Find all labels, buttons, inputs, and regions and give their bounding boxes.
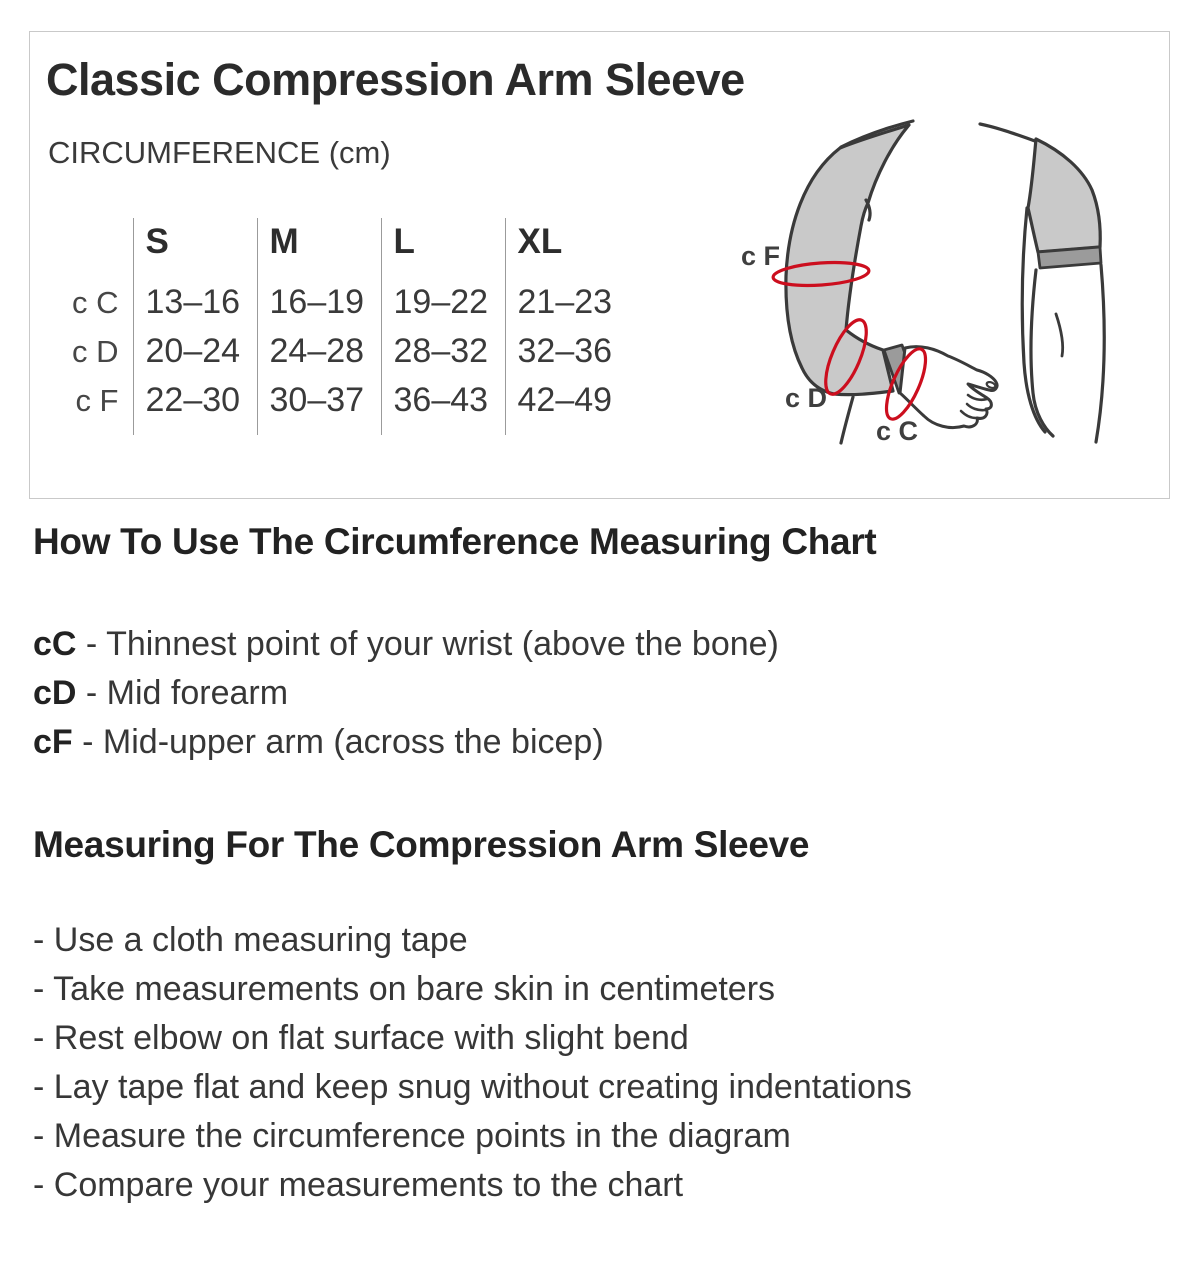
arm-measurement-diagram bbox=[700, 98, 1170, 498]
right-arm-outer-line bbox=[1096, 265, 1104, 442]
definition-cc-text: - Thinnest point of your wrist (above the bone) bbox=[76, 625, 779, 663]
torso-right-shoulder-line bbox=[980, 124, 1035, 141]
size-column-m: M bbox=[257, 218, 381, 278]
instructions-sections bbox=[33, 499, 1173, 1210]
cell-cf-xl: 42–49 bbox=[505, 376, 629, 435]
cell-cd-m: 24–28 bbox=[257, 327, 381, 376]
definition-cd bbox=[33, 669, 1173, 718]
definition-cf-text: - Mid-upper arm (across the bicep) bbox=[72, 723, 604, 761]
diagram-label-cf: c F bbox=[741, 241, 781, 271]
right-shoulder-sleeve bbox=[1028, 139, 1100, 252]
measuring-heading: Measuring For The Compression Arm Sleeve bbox=[33, 824, 810, 865]
instruction-item: - Measure the circumference points in the diagram bbox=[33, 1117, 791, 1155]
size-table-header-row bbox=[48, 218, 629, 278]
size-column-s: S bbox=[133, 218, 257, 278]
cell-cc-m: 16–19 bbox=[257, 278, 381, 327]
how-to-heading: How To Use The Circumference Measuring Chart bbox=[33, 521, 877, 562]
cell-cc-xl: 21–23 bbox=[505, 278, 629, 327]
cell-cd-s: 20–24 bbox=[133, 327, 257, 376]
size-table bbox=[48, 218, 629, 435]
row-label-cd: c D bbox=[72, 334, 119, 369]
row-label-cc: c C bbox=[72, 285, 119, 320]
table-row-cc bbox=[48, 278, 629, 327]
definition-cd-term: cD bbox=[33, 674, 77, 712]
measurement-definitions bbox=[33, 620, 1173, 767]
instruction-item: - Take measurements on bare skin in centimeters bbox=[33, 970, 776, 1008]
sizing-chart-panel bbox=[29, 31, 1170, 499]
instruction-item: - Compare your measurements to the chart bbox=[33, 1166, 684, 1204]
table-row-cf bbox=[48, 376, 629, 435]
instruction-item: - Use a cloth measuring tape bbox=[33, 921, 468, 959]
cell-cf-m: 30–37 bbox=[257, 376, 381, 435]
size-table-corner bbox=[48, 218, 133, 278]
instruction-item: - Lay tape flat and keep snug without creating indentations bbox=[33, 1068, 912, 1106]
diagram-label-cd: c D bbox=[785, 383, 828, 413]
right-elbow-crease bbox=[1056, 314, 1063, 356]
circumference-subtitle: CIRCUMFERENCE (cm) bbox=[48, 135, 391, 170]
table-row-cd bbox=[48, 327, 629, 376]
right-sleeve-band bbox=[1038, 247, 1101, 268]
definition-cf bbox=[33, 718, 1173, 767]
cell-cd-xl: 32–36 bbox=[505, 327, 629, 376]
definition-cd-text: - Mid forearm bbox=[76, 674, 289, 712]
cell-cc-l: 19–22 bbox=[381, 278, 505, 327]
size-column-l: L bbox=[381, 218, 505, 278]
cell-cc-s: 13–16 bbox=[133, 278, 257, 327]
row-label-cf: c F bbox=[75, 383, 119, 418]
measuring-instructions-list bbox=[33, 916, 1173, 1210]
cell-cd-l: 28–32 bbox=[381, 327, 505, 376]
torso-left-side-line bbox=[841, 397, 853, 443]
size-column-xl: XL bbox=[505, 218, 629, 278]
instruction-item: - Rest elbow on flat surface with slight bend bbox=[33, 1019, 689, 1057]
diagram-label-cc: c C bbox=[876, 416, 919, 446]
cell-cf-l: 36–43 bbox=[381, 376, 505, 435]
definition-cc-term: cC bbox=[33, 625, 77, 663]
cell-cf-s: 22–30 bbox=[133, 376, 257, 435]
definition-cf-term: cF bbox=[33, 723, 73, 761]
product-title: Classic Compression Arm Sleeve bbox=[46, 54, 745, 105]
definition-cc bbox=[33, 620, 1173, 669]
